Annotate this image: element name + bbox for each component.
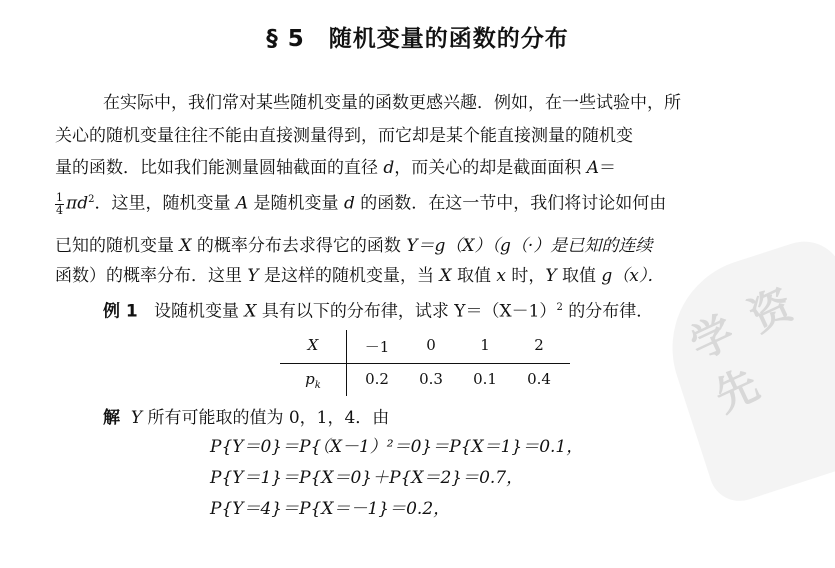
table-p-value: 0.4 [527, 370, 551, 388]
paragraph-line-3: 量的函数．比如我们能测量圆轴截面的直径 d，而关心的却是截面面积 A＝ [55, 158, 616, 178]
table-x-value: 0 [426, 336, 436, 354]
paragraph-line-5: 已知的随机变量 X 的概率分布去求得它的函数 Y＝g（X）（g（·）是已知的连续 [55, 236, 653, 256]
stamp-glyphs: 学 资 先 [682, 277, 804, 422]
section-title [0, 20, 835, 53]
table-p-value: 0.2 [365, 370, 389, 388]
table-vertical-rule [346, 330, 347, 396]
section-number: § 5 [266, 26, 305, 52]
paragraph-line-6: 函数）的概率分布．这里 Y 是这样的随机变量，当 X 取值 x 时，Y 取值 g（x）． [55, 266, 665, 286]
table-p-value: 0.3 [419, 370, 443, 388]
equation-3: P{Y＝4}＝P{X＝－1}＝0.2， [210, 499, 451, 519]
equation-2: P{Y＝1}＝P{X＝0}＋P{X＝2}＝0.7， [210, 468, 524, 488]
section-heading: 随机变量的函数的分布 [328, 26, 569, 52]
table-x-value: 2 [534, 336, 544, 354]
paragraph-line-2: 关心的随机变量往往不能由直接测量得到，而它却是某个能直接测量的随机变 [55, 126, 633, 146]
table-x-value: 1 [480, 336, 490, 354]
table-header-x: X [307, 336, 319, 354]
table-header-pk: $p_k$ [305, 370, 321, 391]
distribution-table [280, 330, 570, 396]
equation-1: P{Y＝0}＝P{（X－1）²＝0}＝P{X＝1}＝0.1， [210, 437, 584, 457]
table-p-value: 0.1 [473, 370, 497, 388]
table-x-value: －1 [364, 338, 390, 356]
fraction: $\frac{1}{4}$ [56, 190, 63, 217]
table-horizontal-rule [280, 363, 570, 364]
solution-label: 解 [103, 408, 120, 428]
example-line: 例 1 设随机变量 X 具有以下的分布律，试求 $Y=(X-1)^2$ 的分布律． [103, 301, 654, 322]
example-label: 例 1 [103, 301, 138, 322]
paragraph-line-4: $\frac{1}{4}$ $\pi d^2$．这里，随机变量 A 是随机变量 d 的函数．在这一节中，我们将讨论如何由 [56, 190, 667, 217]
solution-line: 解 Y 所有可能取的值为 0，1，4．由 [103, 408, 390, 428]
paragraph-line-1: 在实际中，我们常对某些随机变量的函数更感兴趣．例如，在一些试验中，所 [103, 93, 681, 113]
